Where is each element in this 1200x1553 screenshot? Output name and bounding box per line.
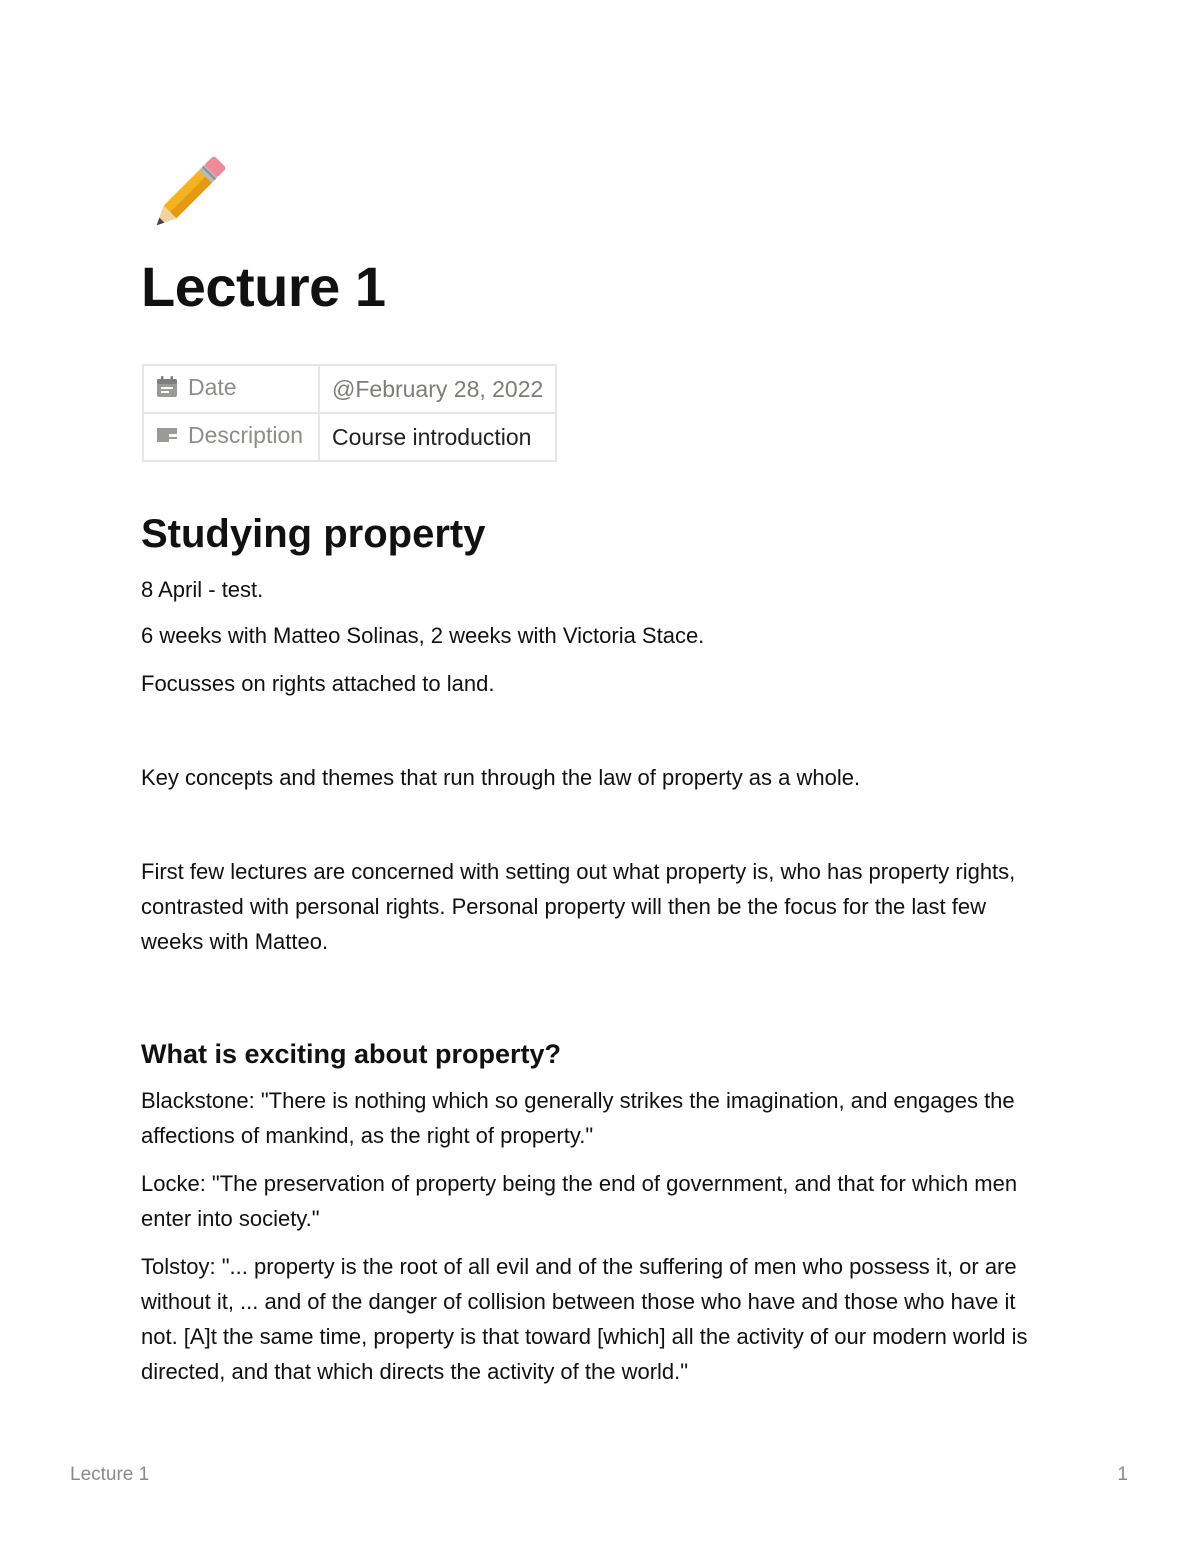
footer-title: Lecture 1 xyxy=(70,1464,150,1485)
pencil-icon xyxy=(142,150,232,240)
text-lines-icon xyxy=(156,424,178,452)
property-key-description xyxy=(143,413,319,461)
property-value-date[interactable]: @February 28, 2022 xyxy=(319,365,556,413)
property-row-description xyxy=(143,413,556,461)
paragraph: Key concepts and themes that run through the law of property as a whole. xyxy=(141,765,861,790)
quote-tolstoy: Tolstoy: "... property is the root of all evil and of the suffering of men who possess it, or are without it, ... and of the danger of collision between those who have and those who have it not. [A]t the same time, property is that toward [which] all the activity of our modern world is directed, and that which directs the activity of the world." xyxy=(141,1254,1028,1384)
properties-table xyxy=(142,364,557,462)
property-key-label: Description xyxy=(188,422,304,448)
quote-blackstone: Blackstone: "There is nothing which so generally strikes the imagination, and engages the affections of mankind, as the right of property." xyxy=(141,1088,1015,1148)
subsection-heading: What is exciting about property? xyxy=(141,1039,562,1069)
section-heading: Studying property xyxy=(141,512,486,556)
page-title: Lecture 1 xyxy=(141,255,386,318)
calendar-icon xyxy=(156,376,178,404)
paragraph: Focusses on rights attached to land. xyxy=(141,671,495,696)
paragraph: 8 April - test. xyxy=(141,577,264,602)
property-key-label: Date xyxy=(188,374,237,400)
property-key-date xyxy=(143,365,319,413)
property-row-date xyxy=(143,365,556,413)
quote-locke: Locke: "The preservation of property being the end of government, and that for which men enter into society." xyxy=(141,1171,1018,1231)
paragraph: First few lectures are concerned with setting out what property is, who has property rights, contrasted with personal rights. Personal property will then be the focus for the last few weeks with Matteo. xyxy=(141,859,1016,954)
paragraph: 6 weeks with Matteo Solinas, 2 weeks with Victoria Stace. xyxy=(141,623,705,648)
page-number: 1 xyxy=(1117,1464,1128,1485)
property-value-description[interactable]: Course introduction xyxy=(319,413,556,461)
